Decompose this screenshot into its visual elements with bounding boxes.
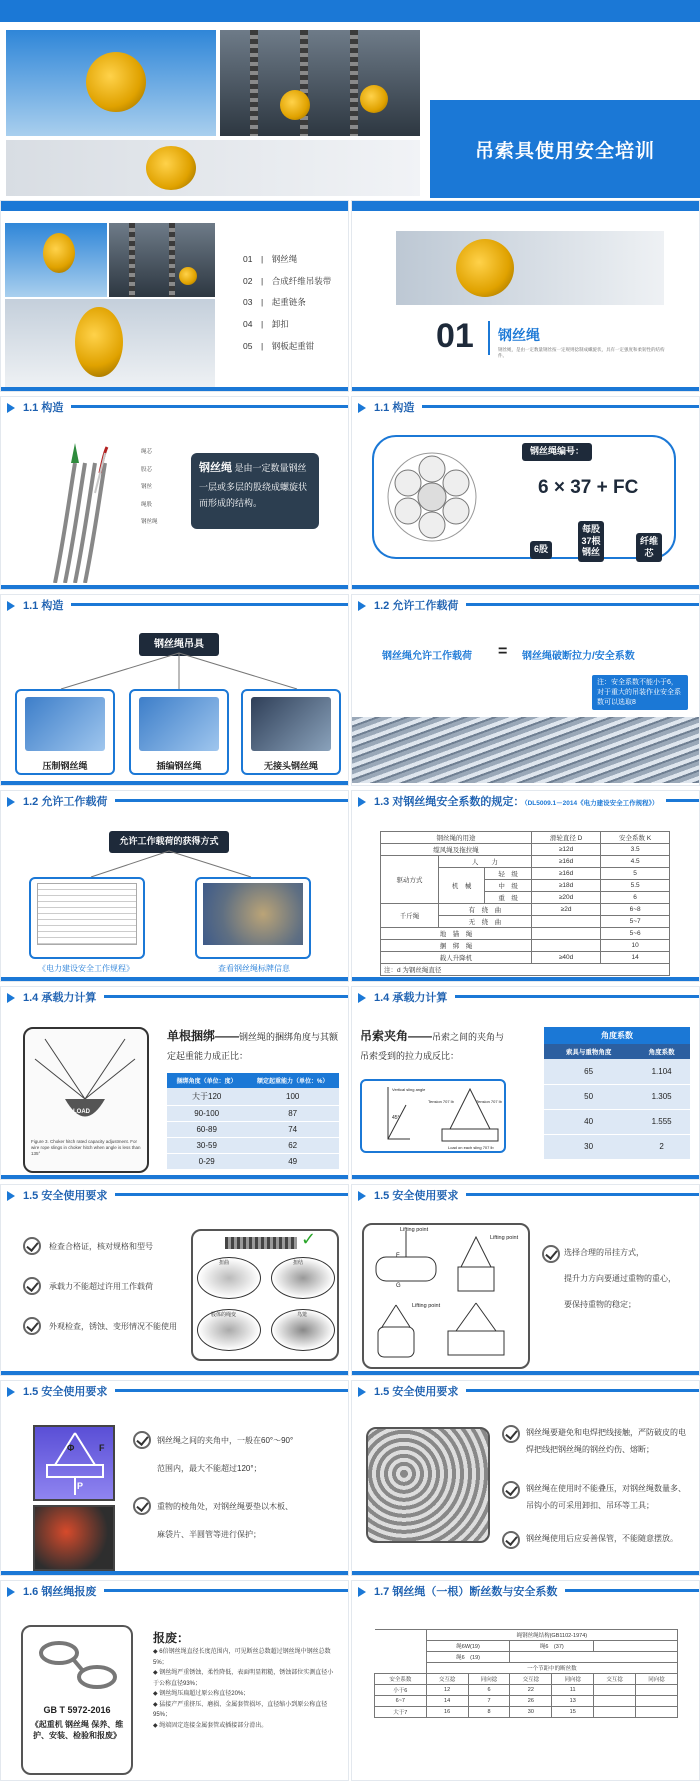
bottom-line <box>352 977 699 981</box>
diagram-label: Lifting point <box>400 1227 429 1233</box>
figure-caption: Figure 3. Choker hitch rated capacity adjustment. For wire rope slings in choker hitch when angle is less than 135° <box>31 1139 141 1156</box>
bottom-line <box>1 387 348 391</box>
table-row: 地 锚 绳 5~6 <box>381 928 670 940</box>
label-tag-photo <box>203 883 303 945</box>
table-header-row: 钢丝绳的用途 滑轮直径 D 安全系数 K <box>381 832 670 844</box>
diagram-label: Vertical sling angle <box>392 1087 426 1092</box>
slide-heading: 1.6 钢丝绳报废 <box>1 1581 104 1603</box>
single-title: 单根捆绑——钢丝绳的捆绑角度与其额定起重能力成正比： <box>167 1029 339 1061</box>
table-row: 30-59 62 <box>167 1138 339 1154</box>
toc-item[interactable]: 01 | 钢丝绳 <box>243 254 298 264</box>
requirement-line: 要保持重物的稳定； <box>564 1300 636 1309</box>
type-label: 插编钢丝绳 <box>156 761 202 771</box>
toc-item[interactable]: 04 | 卸扣 <box>243 319 289 330</box>
bottom-line <box>352 1371 699 1375</box>
wire-rope-illustration <box>45 433 145 583</box>
slide-heading: 1.7 钢丝绳（一根）断丝数与安全系数 <box>352 1581 565 1603</box>
toc-photo-3 <box>5 299 215 387</box>
scrap-slide <box>0 1580 349 1781</box>
table-row: 50 1.305 <box>544 1084 690 1109</box>
slide-heading: 1.2 允许工作载荷 <box>1 791 115 813</box>
symbol-label: Φ <box>67 1443 75 1453</box>
choker-figure <box>23 1027 149 1173</box>
check-icon <box>542 1245 560 1263</box>
load-label: LOAD <box>73 1109 90 1115</box>
table-row: 缆风绳及拖拉绳 ≥12d 3.5 <box>381 844 670 856</box>
table-title-row: 角度系数 <box>544 1027 690 1044</box>
list-item: ◆ 6倍钢丝绳直径长度范围内，可见断丝总数超过钢丝绳中钢丝总数5%； <box>153 1649 331 1666</box>
toc-item[interactable]: 02 | 合成纤维吊装带 <box>243 275 332 286</box>
table-row: 大于120 100 <box>167 1088 339 1106</box>
angle-capacity-table <box>167 1073 339 1170</box>
structure-labels: 绳芯 股芯 钢丝 绳股 钢丝绳 <box>141 449 158 526</box>
bottom-line <box>1 1175 348 1179</box>
tag-strands: 6股 <box>530 541 552 559</box>
definition-box: 钢丝绳 是由一定数量钢丝一层或多层的股绕成螺旋状而形成的结构。 <box>191 453 319 529</box>
defect-label: 扭结 <box>293 1260 304 1266</box>
hero-title-box <box>430 100 700 198</box>
requirement-line: 钢丝绳在使用时不能叠压，对钢丝绳数量多、吊钩小的可采用卸扣、吊环等工具； <box>526 1484 686 1510</box>
edge-protection-photo <box>33 1505 115 1571</box>
requirement-line: 钢丝绳要避免和电焊把线接触，严防破皮的电焊把线把钢丝绳的钢丝灼伤、熔断； <box>526 1428 686 1454</box>
hook-icon <box>179 267 197 285</box>
good-rope-image <box>225 1237 297 1249</box>
bottom-line <box>352 585 699 589</box>
list-item: ◆ 钢丝绳压扁超过原公称直径20%； <box>153 1691 250 1697</box>
standard-code: GB T 5972-2016 <box>43 1705 111 1715</box>
rope-eyes-photo <box>366 1427 490 1543</box>
table-row: 驱动方式 人 力 ≥16d 4.5 <box>381 856 670 868</box>
hook-icon <box>146 146 196 190</box>
standard-name: 《起重机 钢丝绳 保养、维护、安装、检验和报废》 <box>30 1720 124 1741</box>
toc-photo-1 <box>5 223 107 297</box>
symbol-label: P <box>77 1481 84 1491</box>
single-hitch-slide <box>0 986 349 1180</box>
section-number: 01 <box>436 317 474 355</box>
bottom-line <box>352 387 699 391</box>
bottom-line <box>1 585 348 589</box>
slide-heading: 1.5 安全使用要求 <box>352 1185 466 1207</box>
load-formula-right: 钢丝绳破断拉力/安全系数 <box>522 651 635 662</box>
table-row: 大于7 16 8 30 15 <box>375 1707 678 1718</box>
table-row: 40 1.555 <box>544 1109 690 1134</box>
chain-icon <box>300 30 308 136</box>
slide-heading: 1.1 构造 <box>1 595 71 617</box>
angle-factor-table <box>544 1027 690 1160</box>
table-footnote: 注：d 为钢丝绳直径 <box>381 964 670 976</box>
table-header-row: 一个节距中的断丝数 <box>375 1663 678 1674</box>
table-header-row: 索具与重物角度 角度系数 <box>544 1044 690 1059</box>
section-01-slide <box>351 200 700 392</box>
table-header-row: 安全系数 交互捻 同向捻 交互捻 同向捻 交互捻 同向捻 <box>375 1674 678 1685</box>
symbol-label: F <box>99 1443 105 1453</box>
diagram-label: Tension 707 lb <box>476 1099 502 1104</box>
check-icon <box>502 1425 520 1443</box>
requirement-item: 外观检查，锈蚀、变形情况不能使用 <box>49 1322 177 1331</box>
type-label: 无接头钢丝绳 <box>263 761 318 771</box>
choker-hitch-diagram <box>25 1029 147 1139</box>
toc-list <box>243 249 331 357</box>
use-requirements-slide-4 <box>351 1380 700 1576</box>
hook-icon <box>360 85 388 113</box>
slide-heading: 1.5 安全使用要求 <box>352 1381 466 1403</box>
check-icon <box>133 1497 151 1515</box>
chain-icon <box>129 223 135 297</box>
sling-angle-diagram <box>362 1081 504 1151</box>
toc-item[interactable]: 05 | 钢板起重钳 <box>243 340 315 351</box>
chain-icon <box>169 223 175 297</box>
table-header-row: 绳6W(19) 绳6 (37) <box>375 1641 678 1652</box>
hook-icon <box>75 307 123 377</box>
list-item: ◆ 绳端固定连接金属套管或插接部分滑出。 <box>153 1722 268 1729</box>
safety-factor-table <box>380 831 670 976</box>
table-row: 无 绕 曲 5~7 <box>381 916 670 928</box>
angle-sketch <box>37 1429 113 1499</box>
list-item: ◆ 猛接产严重挤压、磨损、金属套管损坏，直径缩小到原公称直径95%； <box>153 1701 328 1718</box>
slide-heading: 1.5 安全使用要求 <box>1 1381 115 1403</box>
toc-slide <box>0 200 349 392</box>
table-row: 60-89 74 <box>167 1122 339 1138</box>
type-label: 压制钢丝绳 <box>42 761 88 771</box>
diagram-label: 45° <box>392 1115 400 1121</box>
hook-icon <box>43 233 75 273</box>
toc-item[interactable]: 03 | 起重链条 <box>243 297 306 308</box>
slide-heading: 1.1 构造 <box>352 397 422 419</box>
table-row: 0-29 49 <box>167 1154 339 1170</box>
table-row: 捆 绑 绳 10 <box>381 940 670 952</box>
hook-icon <box>456 239 514 297</box>
section-divider <box>488 321 490 355</box>
type-image <box>139 697 219 751</box>
tag-core: 纤维芯 <box>636 533 662 562</box>
table-row: 机 械 轻 级 ≥16d 5 <box>381 868 670 880</box>
slide-heading: 1.3 对钢丝绳安全系数的规定：（DL5009.1－2014《电力建设安全工作规程》） <box>352 791 666 813</box>
checkmark-icon: ✓ <box>301 1229 317 1249</box>
chain-icon <box>250 30 258 136</box>
slide-heading: 1.1 构造 <box>1 397 71 419</box>
list-item: ◆ 钢丝绳严重锈蚀，柔性降低，表面明显粗糙，锈蚀部位实测直径小于公称直径93%； <box>153 1670 334 1687</box>
type-image <box>25 697 105 751</box>
toc-photo-2 <box>109 223 215 297</box>
lifting-point-diagram <box>366 1227 526 1365</box>
requirement-line: 钢丝绳使用后应妥善保管，不能随意摆放。 <box>526 1534 678 1543</box>
code-slide <box>351 396 700 590</box>
table-row: 6~7 14 7 26 13 <box>375 1696 678 1707</box>
type-image <box>251 697 331 751</box>
bottom-line <box>1 781 348 785</box>
defect-label: 鸟笼 <box>297 1312 308 1318</box>
hero-photo-hook-large <box>6 140 420 196</box>
tag-wires: 每股37根钢丝 <box>578 521 604 562</box>
use-requirements-slide-2 <box>351 1184 700 1376</box>
section-title: 钢丝绳 <box>498 327 540 343</box>
chain-icon <box>350 30 358 136</box>
bottom-line <box>352 1571 699 1575</box>
slide-heading: 1.4 承载力计算 <box>352 987 455 1009</box>
types-root: 钢丝绳吊具 <box>139 633 219 656</box>
safety-note: 注：安全系数不能小于6，对于重大的吊装作业安全系数可以选取8 <box>592 675 688 710</box>
bottom-line <box>1 977 348 981</box>
requirement-item: 承载力不能超过许用工作载荷 <box>49 1282 153 1291</box>
code-label: 钢丝绳编号： <box>522 443 592 461</box>
hero-photo-chains <box>220 30 420 136</box>
section-photo <box>396 231 664 305</box>
source-label: 查看钢丝绳标牌信息 <box>218 964 290 973</box>
code-formula: 6 × 37 + FC <box>538 477 639 498</box>
hero-slide <box>0 0 700 198</box>
rope-sling-icon <box>35 1633 121 1697</box>
rope-cross-section-icon <box>386 451 478 543</box>
check-icon <box>23 1317 41 1335</box>
use-requirements-slide-3 <box>0 1380 349 1576</box>
regulation-document <box>37 883 137 945</box>
types-slide <box>0 594 349 786</box>
check-icon <box>23 1237 41 1255</box>
scrap-title: 报废： <box>153 1631 190 1645</box>
check-icon <box>133 1431 151 1449</box>
hook-icon <box>86 52 146 112</box>
broken-wire-table <box>374 1629 678 1718</box>
angle-title: 吊索夹角——吊索之间的夹角与吊索受到的拉力成反比： <box>360 1029 505 1061</box>
use-requirements-slide-1 <box>0 1184 349 1376</box>
slide-heading: 1.2 允许工作载荷 <box>352 595 466 617</box>
table-header-row: 绳钢丝绳结构(GB1102-1974) <box>375 1630 678 1641</box>
diagram-label: Tension 707 lb <box>428 1099 454 1104</box>
source-label: 《电力建设安全工作规程》 <box>38 964 134 973</box>
hero-top-bar <box>0 0 700 22</box>
bottom-line <box>1 1571 348 1575</box>
structure-slide <box>0 396 349 590</box>
requirement-line: 提升力方向要通过重物的重心， <box>564 1274 676 1283</box>
slide-heading: 1.5 安全使用要求 <box>1 1185 115 1207</box>
load-slide <box>351 594 700 786</box>
rope-photo <box>352 717 700 783</box>
top-bar <box>352 201 699 211</box>
top-bar <box>1 201 348 211</box>
scrap-list <box>153 1647 339 1731</box>
diagram-label: F <box>396 1253 400 1259</box>
requirement-line: 麻袋片、半圆管等进行保护； <box>157 1530 261 1539</box>
requirement-line: 选择合理的吊挂方式， <box>564 1248 644 1257</box>
table-header-row: 捆绑角度（单位：度） 额定起重能力（单位：%） <box>167 1073 339 1088</box>
bottom-line <box>1 1371 348 1375</box>
bottom-line <box>352 1175 699 1179</box>
table-row: 65 1.104 <box>544 1059 690 1084</box>
diagram-label: Load on each sling 707 lb <box>448 1145 494 1150</box>
hero-photo-hook <box>6 30 216 136</box>
defect-label: 股体的绳变 <box>211 1312 237 1318</box>
table-row: 中 级 ≥18d 5.5 <box>381 880 670 892</box>
table-row: 重 级 ≥20d 6 <box>381 892 670 904</box>
requirement-line: 范围内，最大不能超过120°； <box>157 1464 262 1473</box>
obtain-slide <box>0 790 349 982</box>
slide-heading: 1.4 承载力计算 <box>1 987 104 1009</box>
table-row: 90-100 87 <box>167 1106 339 1122</box>
check-icon <box>23 1277 41 1295</box>
requirement-item: 检查合格证，核对规格和型号 <box>49 1242 153 1251</box>
requirement-line: 钢丝绳之间的夹角中，一般在60°～90° <box>157 1436 294 1445</box>
table-row: 载人升降机 ≥40d 14 <box>381 952 670 964</box>
defect-label: 扭曲 <box>219 1260 230 1266</box>
requirement-line: 重物的棱角处，对钢丝绳要垫以木板、 <box>157 1502 293 1511</box>
section-subtitle: 钢丝绳，是由一定数量钢丝按一定规则捻制成螺旋状，具有一定强度和柔韧性的结构件。 <box>498 347 665 358</box>
diagram-label: Lifting point <box>490 1235 519 1241</box>
table-row: 小于6 12 6 22 11 <box>375 1685 678 1696</box>
broken-wire-slide <box>351 1580 700 1781</box>
diagram-label: Lifting point <box>412 1303 441 1309</box>
table-row: 30 2 <box>544 1134 690 1159</box>
table-header-row: 绳6 (19) <box>375 1652 678 1663</box>
sling-angle-slide <box>351 986 700 1180</box>
hero-title: 吊索具使用安全培训 <box>474 141 655 162</box>
diagram-label: G <box>396 1283 401 1289</box>
hook-icon <box>280 90 310 120</box>
table-row: 千斤绳 有 绕 曲 ≥2d 6~8 <box>381 904 670 916</box>
check-icon <box>502 1481 520 1499</box>
obtain-root: 允许工作载荷的获得方式 <box>109 831 229 853</box>
load-formula-eq: = <box>498 643 508 660</box>
load-formula-left: 钢丝绳允许工作载荷 <box>382 651 472 662</box>
check-icon <box>502 1531 520 1549</box>
rules-slide <box>351 790 700 982</box>
